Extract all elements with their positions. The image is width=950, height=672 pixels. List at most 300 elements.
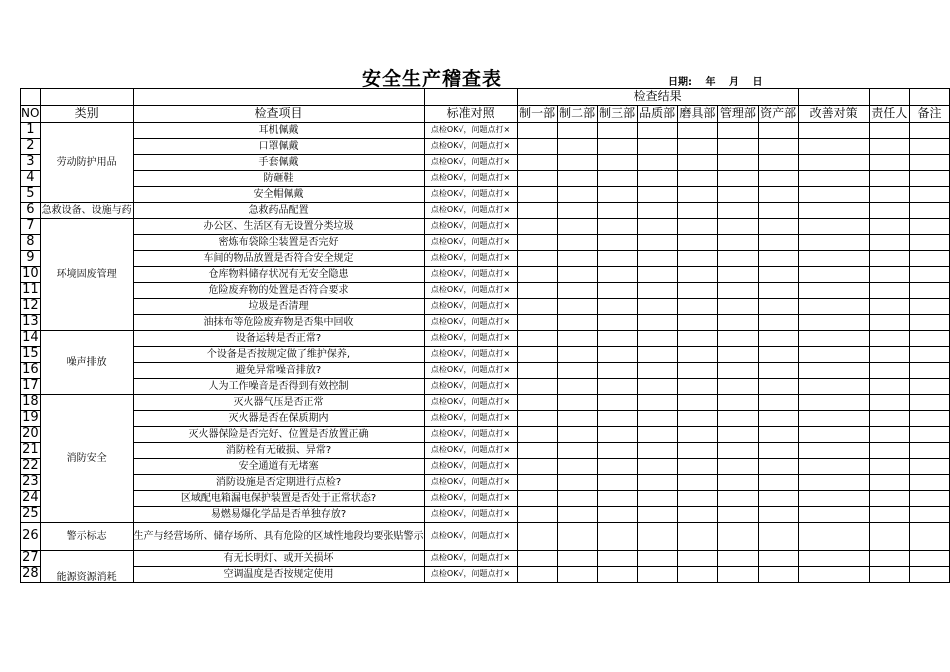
result-cell[interactable] (637, 123, 677, 139)
header-blank (910, 89, 950, 106)
result-cell[interactable] (637, 363, 677, 379)
result-cell[interactable] (758, 443, 798, 459)
owner-cell[interactable] (869, 235, 910, 251)
result-cell[interactable] (517, 411, 557, 427)
note-cell[interactable] (910, 139, 950, 155)
result-cell[interactable] (597, 363, 637, 379)
owner-cell[interactable] (869, 523, 910, 551)
note-cell[interactable] (910, 267, 950, 283)
result-cell[interactable] (677, 235, 718, 251)
owner-cell[interactable] (869, 507, 910, 523)
result-cell[interactable] (758, 171, 798, 187)
result-cell[interactable] (718, 427, 759, 443)
owner-cell[interactable] (869, 267, 910, 283)
note-cell[interactable] (910, 155, 950, 171)
owner-cell[interactable] (869, 551, 910, 567)
result-cell[interactable] (597, 411, 637, 427)
note-cell[interactable] (910, 331, 950, 347)
result-cell[interactable] (718, 411, 759, 427)
result-cell[interactable] (557, 347, 597, 363)
result-cell[interactable] (597, 523, 637, 551)
result-cell[interactable] (597, 475, 637, 491)
result-cell[interactable] (597, 171, 637, 187)
result-cell[interactable] (597, 395, 637, 411)
row-number: 13 (22, 314, 39, 330)
result-cell[interactable] (677, 459, 718, 475)
standard-cell: 点检OK√，问题点打× (424, 219, 517, 235)
result-cell[interactable] (597, 491, 637, 507)
result-cell[interactable] (758, 427, 798, 443)
result-cell[interactable] (637, 267, 677, 283)
note-cell[interactable] (910, 235, 950, 251)
result-cell[interactable] (637, 171, 677, 187)
date-field (668, 73, 772, 88)
result-cell[interactable] (557, 443, 597, 459)
result-cell[interactable] (758, 251, 798, 267)
result-cell[interactable] (597, 219, 637, 235)
result-cell[interactable] (517, 139, 557, 155)
result-cell[interactable] (517, 251, 557, 267)
note-cell[interactable] (910, 491, 950, 507)
row-number: 12 (22, 298, 39, 314)
result-cell[interactable] (758, 235, 798, 251)
result-cell[interactable] (557, 187, 597, 203)
owner-cell[interactable] (869, 567, 910, 583)
result-cell[interactable] (677, 219, 718, 235)
result-cell[interactable] (718, 395, 759, 411)
result-cell[interactable] (758, 331, 798, 347)
result-cell[interactable] (517, 283, 557, 299)
note-cell[interactable] (910, 171, 950, 187)
result-cell[interactable] (718, 155, 759, 171)
result-cell[interactable] (677, 139, 718, 155)
result-cell[interactable] (758, 395, 798, 411)
result-cell[interactable] (718, 267, 759, 283)
result-cell[interactable] (718, 551, 759, 567)
result-cell[interactable] (637, 411, 677, 427)
action-cell[interactable] (798, 251, 869, 267)
note-cell[interactable] (910, 283, 950, 299)
action-cell[interactable] (798, 139, 869, 155)
result-cell[interactable] (597, 315, 637, 331)
result-cell[interactable] (637, 219, 677, 235)
result-cell[interactable] (758, 299, 798, 315)
result-cell[interactable] (597, 379, 637, 395)
result-cell[interactable] (517, 443, 557, 459)
result-cell[interactable] (517, 395, 557, 411)
action-cell[interactable] (798, 203, 869, 219)
result-cell[interactable] (718, 139, 759, 155)
owner-cell[interactable] (869, 203, 910, 219)
owner-cell[interactable] (869, 331, 910, 347)
owner-cell[interactable] (869, 315, 910, 331)
result-cell[interactable] (557, 331, 597, 347)
note-cell[interactable] (910, 567, 950, 583)
result-cell[interactable] (718, 251, 759, 267)
result-cell[interactable] (517, 267, 557, 283)
result-cell[interactable] (557, 267, 597, 283)
result-cell[interactable] (677, 379, 718, 395)
action-cell[interactable] (798, 567, 869, 583)
result-cell[interactable] (637, 551, 677, 567)
result-cell[interactable] (758, 567, 798, 583)
result-cell[interactable] (597, 459, 637, 475)
result-cell[interactable] (718, 443, 759, 459)
result-cell[interactable] (718, 219, 759, 235)
result-cell[interactable] (677, 155, 718, 171)
header-dept: 管理部 (718, 106, 759, 123)
result-cell[interactable] (677, 347, 718, 363)
note-cell[interactable] (910, 395, 950, 411)
result-cell[interactable] (677, 299, 718, 315)
action-cell[interactable] (798, 507, 869, 523)
result-cell[interactable] (637, 395, 677, 411)
result-cell[interactable] (597, 443, 637, 459)
result-cell[interactable] (718, 491, 759, 507)
result-cell[interactable] (758, 363, 798, 379)
result-cell[interactable] (517, 551, 557, 567)
result-cell[interactable] (597, 567, 637, 583)
result-cell[interactable] (718, 347, 759, 363)
result-cell[interactable] (718, 299, 759, 315)
result-cell[interactable] (637, 475, 677, 491)
owner-cell[interactable] (869, 475, 910, 491)
result-cell[interactable] (637, 523, 677, 551)
owner-cell[interactable] (869, 299, 910, 315)
result-cell[interactable] (557, 123, 597, 139)
result-cell[interactable] (677, 395, 718, 411)
owner-cell[interactable] (869, 459, 910, 475)
result-cell[interactable] (557, 363, 597, 379)
result-cell[interactable] (557, 411, 597, 427)
result-cell[interactable] (637, 299, 677, 315)
note-cell[interactable] (910, 379, 950, 395)
result-cell[interactable] (677, 491, 718, 507)
owner-cell[interactable] (869, 491, 910, 507)
result-cell[interactable] (758, 187, 798, 203)
owner-cell[interactable] (869, 251, 910, 267)
check-item: 避免异常噪音排放? (133, 363, 424, 379)
owner-cell[interactable] (869, 219, 910, 235)
owner-cell[interactable] (869, 171, 910, 187)
category-cell: 急救设备、设施与药 (40, 203, 133, 219)
check-item: 急救药品配置 (133, 203, 424, 219)
result-cell[interactable] (718, 203, 759, 219)
result-cell[interactable] (557, 251, 597, 267)
owner-cell[interactable] (869, 411, 910, 427)
result-cell[interactable] (517, 315, 557, 331)
result-cell[interactable] (677, 411, 718, 427)
action-cell[interactable] (798, 379, 869, 395)
owner-cell[interactable] (869, 379, 910, 395)
date-month: 月 (728, 77, 739, 88)
action-cell[interactable] (798, 155, 869, 171)
action-cell[interactable] (798, 475, 869, 491)
owner-cell[interactable] (869, 139, 910, 155)
result-cell[interactable] (637, 459, 677, 475)
result-cell[interactable] (677, 315, 718, 331)
result-cell[interactable] (557, 491, 597, 507)
result-cell[interactable] (517, 427, 557, 443)
result-cell[interactable] (677, 203, 718, 219)
result-cell[interactable] (557, 155, 597, 171)
action-cell[interactable] (798, 315, 869, 331)
result-cell[interactable] (517, 363, 557, 379)
result-cell[interactable] (517, 219, 557, 235)
result-cell[interactable] (557, 459, 597, 475)
result-cell[interactable] (517, 475, 557, 491)
action-cell[interactable] (798, 395, 869, 411)
result-cell[interactable] (637, 427, 677, 443)
result-cell[interactable] (597, 139, 637, 155)
owner-cell[interactable] (869, 123, 910, 139)
result-cell[interactable] (758, 347, 798, 363)
result-cell[interactable] (758, 267, 798, 283)
result-cell[interactable] (758, 155, 798, 171)
note-cell[interactable] (910, 523, 950, 551)
result-cell[interactable] (677, 551, 718, 567)
result-cell[interactable] (637, 567, 677, 583)
result-cell[interactable] (718, 567, 759, 583)
result-cell[interactable] (758, 219, 798, 235)
result-cell[interactable] (637, 187, 677, 203)
result-cell[interactable] (718, 331, 759, 347)
note-cell[interactable] (910, 459, 950, 475)
note-cell[interactable] (910, 219, 950, 235)
result-cell[interactable] (677, 427, 718, 443)
result-cell[interactable] (758, 203, 798, 219)
result-cell[interactable] (758, 507, 798, 523)
result-cell[interactable] (677, 443, 718, 459)
owner-cell[interactable] (869, 395, 910, 411)
standard-cell: 点检OK√，问题点打× (424, 411, 517, 427)
action-cell[interactable] (798, 171, 869, 187)
result-cell[interactable] (637, 491, 677, 507)
result-cell[interactable] (677, 567, 718, 583)
result-cell[interactable] (718, 235, 759, 251)
owner-cell[interactable] (869, 155, 910, 171)
result-cell[interactable] (557, 235, 597, 251)
check-item: 空调温度是否按规定使用 (133, 567, 424, 583)
result-cell[interactable] (718, 379, 759, 395)
note-cell[interactable] (910, 299, 950, 315)
result-cell[interactable] (677, 523, 718, 551)
result-cell[interactable] (677, 283, 718, 299)
result-cell[interactable] (758, 139, 798, 155)
check-item: 灭火器保险是否完好、位置是否放置正确 (133, 427, 424, 443)
row-number: 20 (22, 426, 39, 442)
result-cell[interactable] (517, 523, 557, 551)
action-cell[interactable] (798, 187, 869, 203)
result-cell[interactable] (517, 567, 557, 583)
note-cell[interactable] (910, 347, 950, 363)
owner-cell[interactable] (869, 187, 910, 203)
result-cell[interactable] (758, 379, 798, 395)
result-cell[interactable] (718, 459, 759, 475)
result-cell[interactable] (718, 315, 759, 331)
result-cell[interactable] (557, 219, 597, 235)
note-cell[interactable] (910, 187, 950, 203)
result-cell[interactable] (597, 123, 637, 139)
result-cell[interactable] (517, 299, 557, 315)
row-number: 10 (22, 266, 39, 282)
result-cell[interactable] (597, 299, 637, 315)
result-cell[interactable] (637, 331, 677, 347)
result-cell[interactable] (557, 567, 597, 583)
result-cell[interactable] (557, 507, 597, 523)
result-cell[interactable] (557, 475, 597, 491)
result-cell[interactable] (758, 523, 798, 551)
note-cell[interactable] (910, 443, 950, 459)
header-note: 备注 (910, 106, 950, 123)
result-cell[interactable] (517, 203, 557, 219)
action-cell[interactable] (798, 347, 869, 363)
result-cell[interactable] (517, 187, 557, 203)
action-cell[interactable] (798, 331, 869, 347)
result-cell[interactable] (557, 523, 597, 551)
note-cell[interactable] (910, 551, 950, 567)
result-cell[interactable] (677, 267, 718, 283)
result-cell[interactable] (557, 203, 597, 219)
result-cell[interactable] (517, 155, 557, 171)
result-cell[interactable] (677, 331, 718, 347)
action-cell[interactable] (798, 427, 869, 443)
owner-cell[interactable] (869, 283, 910, 299)
result-cell[interactable] (637, 379, 677, 395)
result-cell[interactable] (637, 347, 677, 363)
result-cell[interactable] (517, 331, 557, 347)
result-cell[interactable] (517, 123, 557, 139)
header-dept: 资产部 (758, 106, 798, 123)
result-cell[interactable] (517, 235, 557, 251)
result-cell[interactable] (677, 187, 718, 203)
result-cell[interactable] (718, 123, 759, 139)
result-cell[interactable] (597, 155, 637, 171)
result-cell[interactable] (597, 347, 637, 363)
action-cell[interactable] (798, 491, 869, 507)
result-cell[interactable] (557, 171, 597, 187)
result-cell[interactable] (677, 507, 718, 523)
action-cell[interactable] (798, 363, 869, 379)
action-cell[interactable] (798, 267, 869, 283)
result-cell[interactable] (758, 475, 798, 491)
result-cell[interactable] (718, 507, 759, 523)
result-cell[interactable] (637, 315, 677, 331)
note-cell[interactable] (910, 475, 950, 491)
result-cell[interactable] (557, 283, 597, 299)
result-cell[interactable] (517, 171, 557, 187)
result-cell[interactable] (718, 187, 759, 203)
result-cell[interactable] (718, 523, 759, 551)
result-cell[interactable] (637, 507, 677, 523)
note-cell[interactable] (910, 251, 950, 267)
result-cell[interactable] (597, 251, 637, 267)
action-cell[interactable] (798, 235, 869, 251)
result-cell[interactable] (597, 235, 637, 251)
action-cell[interactable] (798, 523, 869, 551)
result-cell[interactable] (637, 155, 677, 171)
action-cell[interactable] (798, 443, 869, 459)
result-cell[interactable] (758, 123, 798, 139)
standard-cell: 点检OK√，问题点打× (424, 235, 517, 251)
result-cell[interactable] (718, 283, 759, 299)
result-cell[interactable] (637, 139, 677, 155)
result-cell[interactable] (718, 171, 759, 187)
owner-cell[interactable] (869, 347, 910, 363)
owner-cell[interactable] (869, 427, 910, 443)
note-cell[interactable] (910, 123, 950, 139)
result-cell[interactable] (637, 251, 677, 267)
result-cell[interactable] (677, 251, 718, 267)
result-cell[interactable] (718, 363, 759, 379)
result-cell[interactable] (677, 475, 718, 491)
note-cell[interactable] (910, 411, 950, 427)
result-cell[interactable] (758, 491, 798, 507)
result-cell[interactable] (597, 507, 637, 523)
result-cell[interactable] (597, 187, 637, 203)
result-cell[interactable] (597, 203, 637, 219)
standard-cell: 点检OK√，问题点打× (424, 551, 517, 567)
owner-cell[interactable] (869, 363, 910, 379)
result-cell[interactable] (597, 331, 637, 347)
note-cell[interactable] (910, 507, 950, 523)
result-cell[interactable] (517, 459, 557, 475)
result-cell[interactable] (557, 427, 597, 443)
result-cell[interactable] (677, 171, 718, 187)
result-cell[interactable] (517, 347, 557, 363)
result-cell[interactable] (758, 283, 798, 299)
result-cell[interactable] (597, 267, 637, 283)
result-cell[interactable] (597, 283, 637, 299)
result-cell[interactable] (557, 395, 597, 411)
action-cell[interactable] (798, 123, 869, 139)
result-cell[interactable] (677, 123, 718, 139)
result-cell[interactable] (557, 315, 597, 331)
result-cell[interactable] (517, 379, 557, 395)
note-cell[interactable] (910, 315, 950, 331)
result-cell[interactable] (758, 315, 798, 331)
action-cell[interactable] (798, 459, 869, 475)
result-cell[interactable] (758, 459, 798, 475)
result-cell[interactable] (557, 139, 597, 155)
note-cell[interactable] (910, 363, 950, 379)
result-cell[interactable] (597, 427, 637, 443)
action-cell[interactable] (798, 219, 869, 235)
result-cell[interactable] (718, 475, 759, 491)
result-cell[interactable] (637, 203, 677, 219)
action-cell[interactable] (798, 283, 869, 299)
note-cell[interactable] (910, 203, 950, 219)
result-cell[interactable] (758, 411, 798, 427)
note-cell[interactable] (910, 427, 950, 443)
result-cell[interactable] (557, 299, 597, 315)
owner-cell[interactable] (869, 443, 910, 459)
result-cell[interactable] (557, 551, 597, 567)
result-cell[interactable] (557, 379, 597, 395)
action-cell[interactable] (798, 411, 869, 427)
action-cell[interactable] (798, 551, 869, 567)
result-cell[interactable] (597, 551, 637, 567)
result-cell[interactable] (637, 283, 677, 299)
date-year: 年 (705, 77, 716, 88)
result-cell[interactable] (677, 363, 718, 379)
result-cell[interactable] (517, 507, 557, 523)
result-cell[interactable] (637, 443, 677, 459)
action-cell[interactable] (798, 299, 869, 315)
result-cell[interactable] (637, 235, 677, 251)
result-cell[interactable] (517, 491, 557, 507)
result-cell[interactable] (758, 551, 798, 567)
